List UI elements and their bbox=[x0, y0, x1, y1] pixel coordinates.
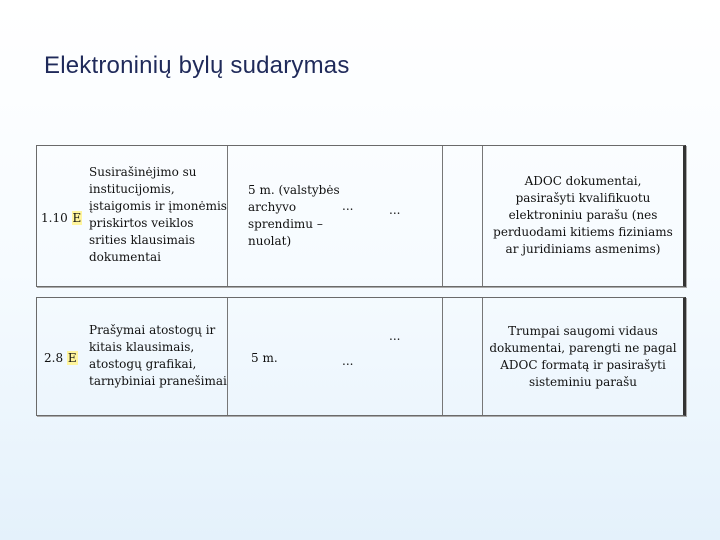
text-line: Susirašinėjimo su bbox=[89, 165, 197, 179]
record-description bbox=[89, 322, 234, 390]
text-line: elektroniniu parašu (nes bbox=[508, 208, 658, 222]
text-line: institucijomis, bbox=[89, 182, 175, 196]
text-line: ar juridiniams asmenims) bbox=[505, 242, 661, 256]
text-line: sprendimu – bbox=[248, 217, 323, 231]
column-value: ... bbox=[342, 354, 354, 368]
record-code-letter: E bbox=[67, 351, 77, 365]
text-line: ADOC formatą ir pasirašyti bbox=[500, 358, 666, 372]
table-row bbox=[36, 145, 686, 287]
record-code-letter: E bbox=[72, 211, 82, 225]
record-code bbox=[44, 350, 78, 367]
text-line: ADOC dokumentai, bbox=[524, 174, 642, 188]
text-line: dokumentai bbox=[89, 250, 161, 264]
text-line: tarnybiniai pranešimai bbox=[89, 374, 227, 388]
text-line: įstaigomis ir įmonėmis bbox=[89, 199, 227, 213]
retention-period bbox=[251, 350, 311, 367]
record-description bbox=[89, 164, 229, 266]
record-note bbox=[483, 323, 683, 391]
record-code bbox=[41, 210, 82, 227]
text-line: archyvo bbox=[248, 200, 297, 214]
column-divider bbox=[442, 298, 443, 415]
text-line: srities klausimais bbox=[89, 233, 195, 247]
text-line: priskirtos veiklos bbox=[89, 216, 194, 230]
table-row bbox=[36, 297, 686, 416]
column-value: ... bbox=[342, 199, 354, 213]
text-line: sisteminiu parašu bbox=[528, 375, 638, 389]
text-line: perduodami kitiems fiziniams bbox=[493, 225, 673, 239]
column-divider bbox=[442, 146, 443, 286]
page-title: Elektroninių bylų sudarymas bbox=[44, 52, 350, 79]
record-code-number: 1.10 bbox=[41, 211, 68, 225]
record-code-number: 2.8 bbox=[44, 351, 64, 365]
column-value: ... bbox=[389, 203, 401, 217]
text-line: 5 m. (valstybės bbox=[248, 183, 340, 197]
text-line: nuolat) bbox=[248, 234, 292, 248]
text-line: Trumpai saugomi vidaus bbox=[508, 324, 658, 338]
text-line: atostogų grafikai, bbox=[89, 357, 197, 371]
text-line: pasirašyti kvalifikuotu bbox=[515, 191, 651, 205]
text-line: 5 m. bbox=[251, 351, 278, 365]
retention-period bbox=[248, 182, 348, 250]
column-value: ... bbox=[389, 329, 401, 343]
text-line: Prašymai atostogų ir bbox=[89, 323, 216, 337]
text-line: kitais klausimais, bbox=[89, 340, 195, 354]
text-line: dokumentai, parengti ne pagal bbox=[489, 341, 677, 355]
record-note bbox=[483, 173, 683, 258]
